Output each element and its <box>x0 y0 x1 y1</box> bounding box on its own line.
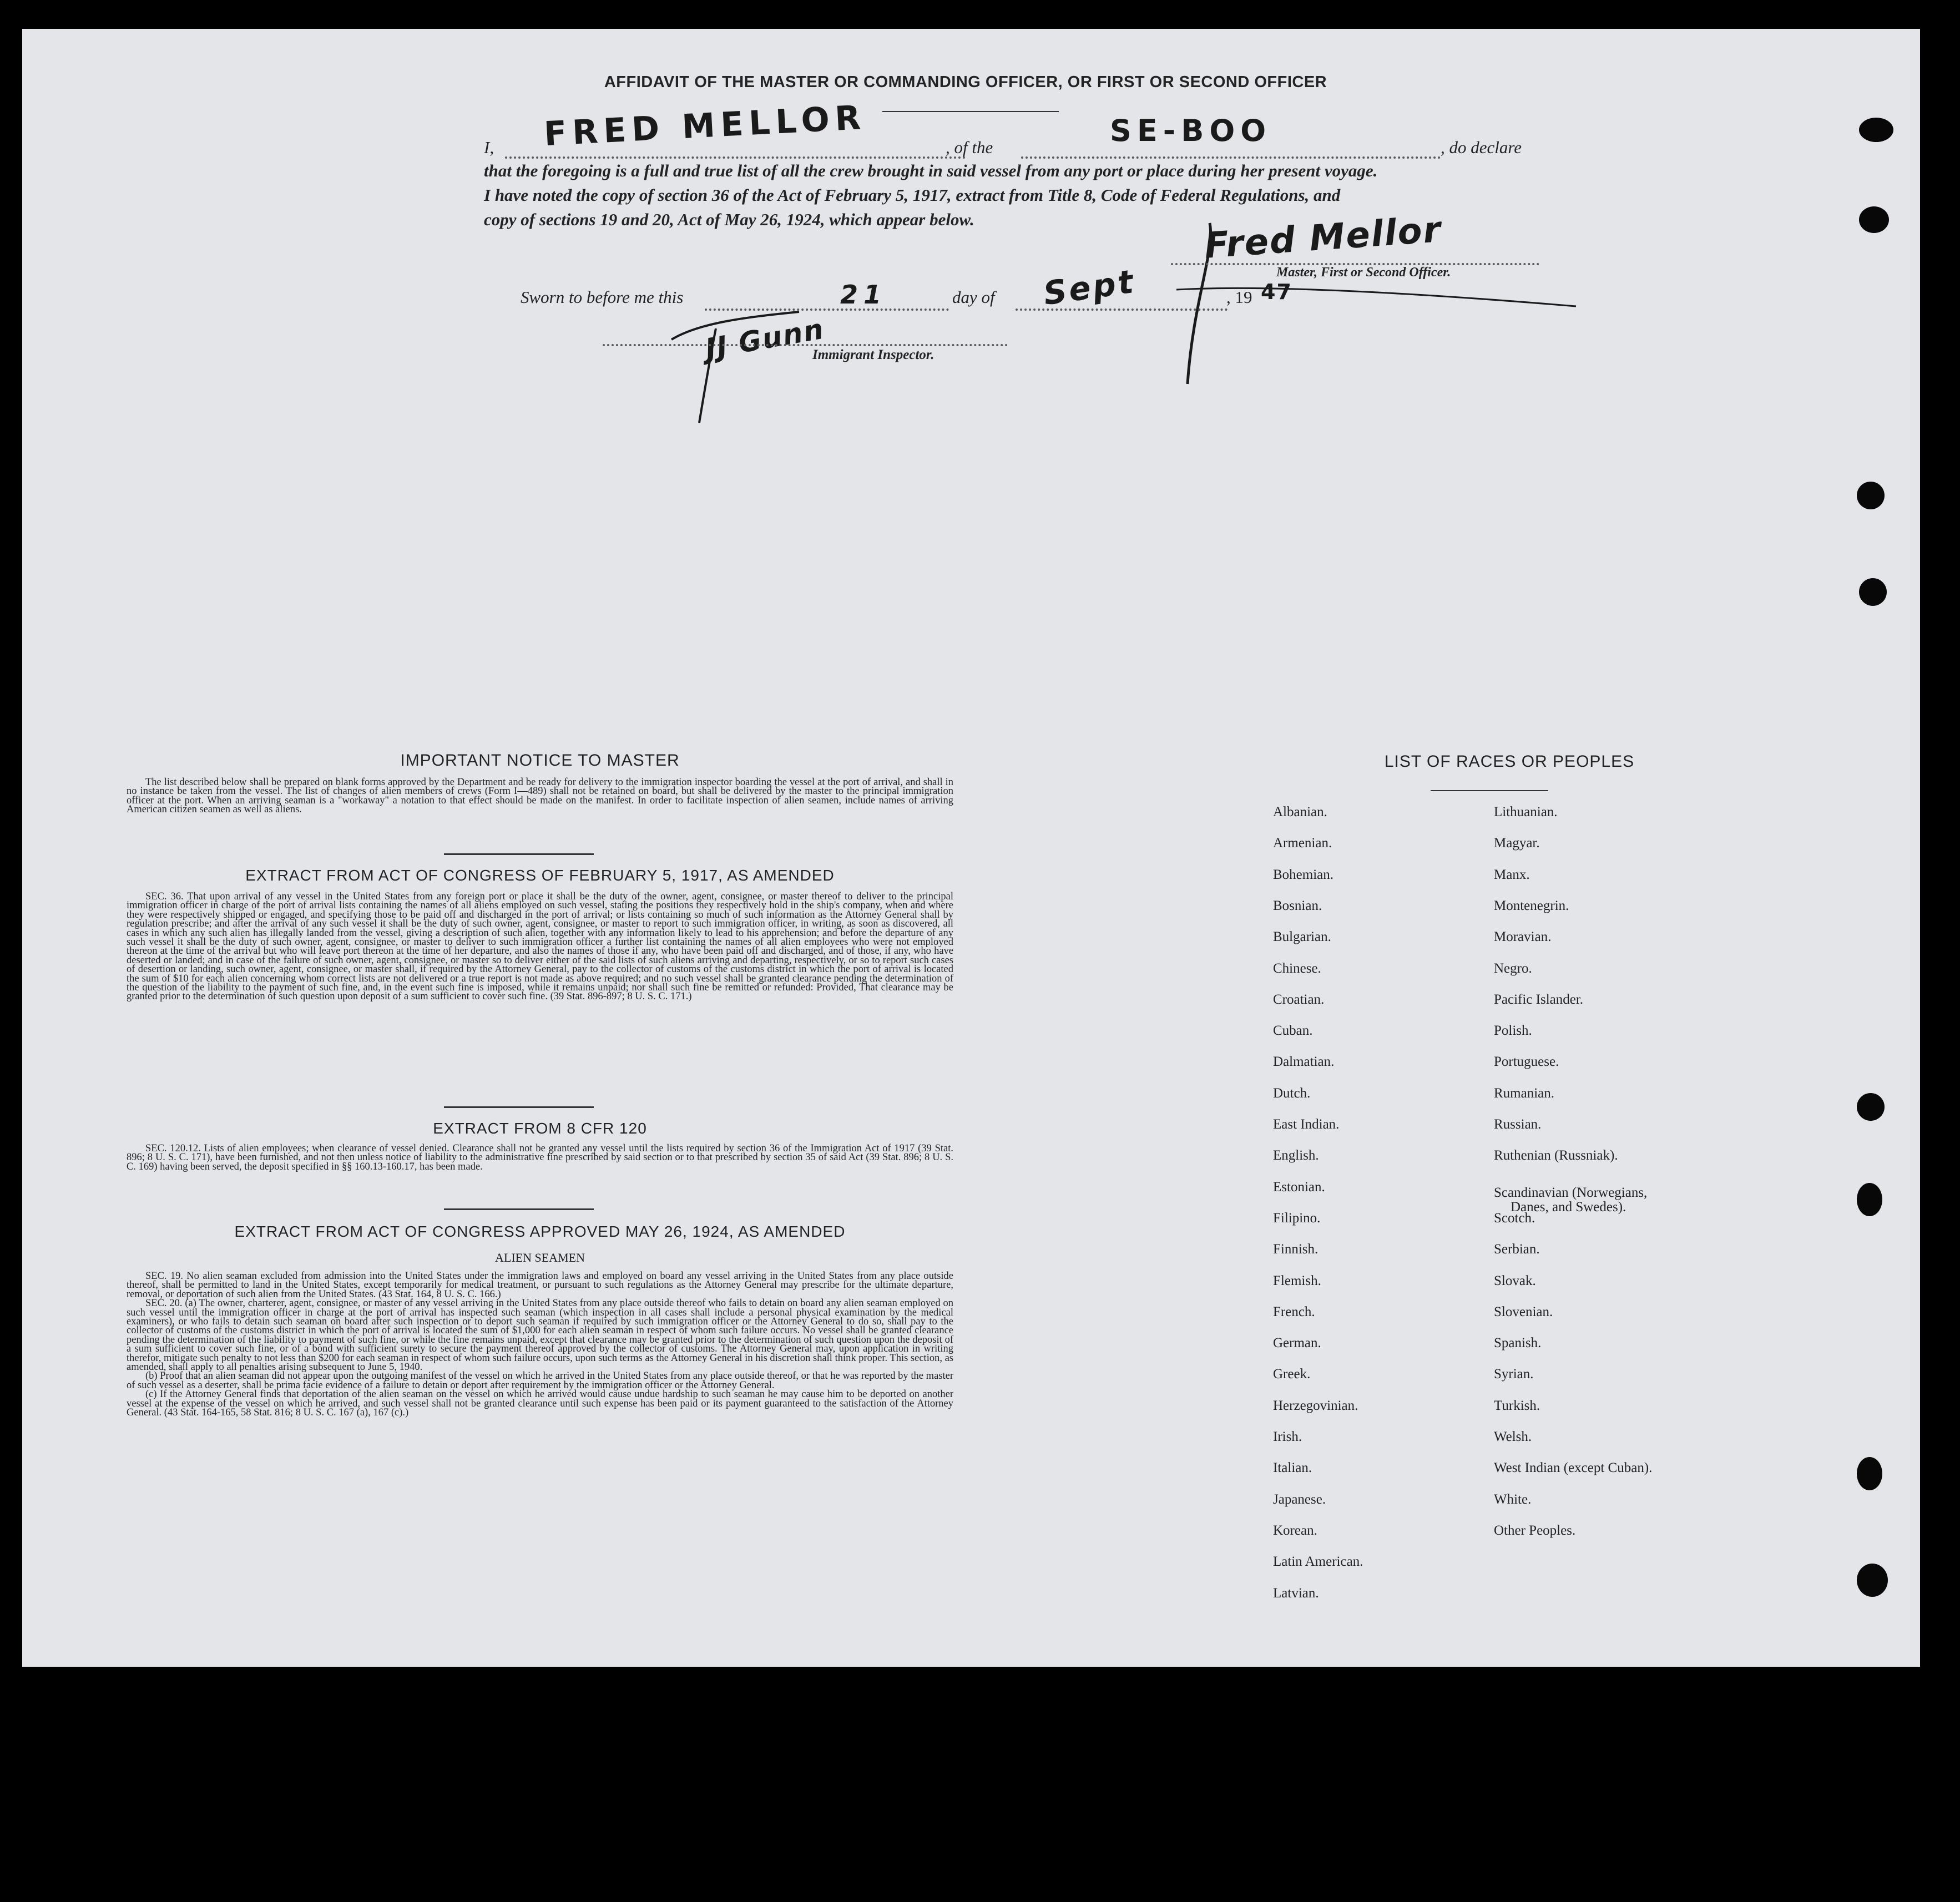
race-item: German. <box>1273 1336 1321 1351</box>
race-item: Irish. <box>1273 1429 1302 1444</box>
race-item: Dalmatian. <box>1273 1054 1335 1070</box>
inspector-signature-line <box>603 344 1008 346</box>
section-36-text: SEC. 36. That upon arrival of any vessel in the United States from any foreign port or place it shall be the duty of the owner, agent, consignee, or master thereof to deliver to the principal immigration officer in charge of the port of arrival lists containing the names of all aliens employed on such vessel, stating the positions they respectively hold in the ship's company, when and where they were respectively shipped or engaged, and specifying those to be paid off and discharged in the port of arrival; or lists containing so much of such information as the Attorney General shall by regulation prescribe; and after the arrival of any such vessel it shall be the duty of such owner, agent, consignee, or master to report to such immigration officer, in writing, as soon as discovered, all cases in which any such alien has illegally landed from the vessel, giving a description of such alien, together with any information likely to lead to his apprehension; and before the departure of any such vessel it shall be the duty of such owner, agent, consignee, or master to deliver to such immigration officer a further list containing the names of all alien employees who were not employed thereon at the time of the arrival but who will leave port thereon at the time of her departure, and also the names of those if any, who have been paid off and discharged, and of those, if any, who have deserted or landed; and in case of the failure of such owner, agent, consignee, or master so to deliver either of the said lists of such aliens arriving and departing, respectively, or so to report such cases of desertion or landing, such owner, agent, consignee, or master shall, if required by the Attorney General, pay to the collector of customs of the customs district in which the port of arrival is located the sum of $10 for each alien concerning whom correct lists are not delivered or a true report is not made as above required; and no such vessel shall be granted clearance pending the determination of the question of the liability to the payment of such fine, and, in the event such fine is imposed, while it remains unpaid; nor shall such fine be remitted or refunded: Provided, That clearance may be granted prior to the determination of such question upon deposit of a sum sufficient to cover such fine. (39 Stat. 896-897; 8 U. S. C. 171.) <box>127 891 953 1003</box>
alien-seamen-subtitle: ALIEN SEAMEN <box>495 1251 585 1264</box>
race-item: Negro. <box>1494 960 1532 976</box>
master-signature: Fred Mellor <box>1203 209 1443 267</box>
race-item: West Indian (except Cuban). <box>1494 1460 1653 1476</box>
races-divider <box>1431 790 1548 791</box>
master-caption: Master, First or Second Officer. <box>1276 265 1451 280</box>
race-item: Scandinavian (Norwegians, <box>1494 1185 1648 1200</box>
notice-body <box>127 778 953 815</box>
vessel-name-handwritten: SE-BOO <box>1110 113 1272 148</box>
sworn-month-handwritten: Sept <box>1041 262 1138 313</box>
race-item: Finnish. <box>1273 1242 1319 1257</box>
race-item: Danes, and Swedes). <box>1511 1199 1626 1215</box>
race-item: Herzegovinian. <box>1273 1398 1358 1413</box>
race-item: Spanish. <box>1494 1336 1542 1351</box>
race-item: Russian. <box>1494 1117 1542 1132</box>
race-item: Italian. <box>1273 1460 1312 1476</box>
punch-hole <box>1859 118 1893 142</box>
do-declare-label: , do declare <box>1441 138 1522 157</box>
notice-title: IMPORTANT NOTICE TO MASTER <box>400 751 680 770</box>
race-item: Latvian. <box>1273 1585 1319 1601</box>
punch-hole <box>1857 482 1885 509</box>
race-item: Bohemian. <box>1273 867 1334 882</box>
race-item: Turkish. <box>1494 1398 1540 1413</box>
race-item: Chinese. <box>1273 960 1321 976</box>
punch-hole <box>1857 1093 1885 1121</box>
race-item: Polish. <box>1494 1023 1532 1039</box>
race-item: East Indian. <box>1273 1117 1340 1132</box>
race-item: Manx. <box>1494 867 1530 882</box>
race-item: Filipino. <box>1273 1210 1321 1226</box>
extract-1924-body <box>127 1272 953 1418</box>
section-120-12-text: SEC. 120.12. Lists of alien employees; when clearance of vessel denied. Clearance shall not be granted any vessel until the lists required by section 36 of the Immigration Act of 1917 (39 Stat. 896; 8 U. S. C. 171), have been furnished, and not then unless notice of liability to the administrative fine prescribed by said section or to that prescribed by section 35 of said Act (39 Stat. 896; 8 U. S. C. 169) having been served, the deposit specified in §§ 160.13-160.17, has been made. <box>127 1143 953 1172</box>
sworn-label: Sworn to before me this <box>521 287 684 307</box>
race-item: Rumanian. <box>1494 1085 1555 1101</box>
race-item: Pacific Islander. <box>1494 992 1584 1007</box>
punch-hole <box>1859 206 1889 233</box>
inspector-signature-flourish <box>655 306 888 428</box>
extract-8cfr-body <box>127 1144 953 1171</box>
extract-1917-divider <box>444 1106 594 1108</box>
notice-paragraph: The list described below shall be prepared on blank forms approved by the Department and be ready for delivery to the immigration inspector boarding the vessel at the port of arrival, and shall in no instance be taken from the vessel. The list of changes of alien members of crews (Form I—489) shall not be retained on board, but shall be delivered by the master to the principal immigration officer at the port. When an arriving seaman is a "workaway" a notation to that effect should be made on the manifest. In order to facilitate inspection of alien seamen, include names of arriving American citizen seamen as well as aliens. <box>127 777 953 816</box>
race-item: Serbian. <box>1494 1242 1540 1257</box>
race-item: Slovak. <box>1494 1273 1536 1288</box>
affidavit-line-2: that the foregoing is a full and true list of all the crew brought in said vessel from any port or place during her present voyage. <box>484 161 1378 180</box>
race-item: Ruthenian (Russniak). <box>1494 1148 1618 1164</box>
document-sheet <box>22 29 1920 1667</box>
race-item: Dutch. <box>1273 1085 1311 1101</box>
name-line <box>505 156 966 159</box>
race-item: Latin American. <box>1273 1554 1363 1570</box>
race-item: Estonian. <box>1273 1179 1325 1195</box>
section-20b-text: (b) Proof that an alien seaman did not appear upon the outgoing manifest of the vessel on which he arrived in the United States from any place outside thereof, or that he was reported by the master of such vessel as a deserter, shall be prima facie evidence of a failure to detain or deport after requirement by the immigration officer or the Attorney General. <box>127 1370 953 1391</box>
extract-1924-title: EXTRACT FROM ACT OF CONGRESS APPROVED MAY 26, 1924, AS AMENDED <box>234 1223 846 1240</box>
punch-hole <box>1857 1183 1882 1216</box>
race-item: White. <box>1494 1491 1532 1507</box>
race-item: Welsh. <box>1494 1429 1532 1444</box>
punch-hole <box>1857 1457 1882 1490</box>
race-item: Portuguese. <box>1494 1054 1559 1070</box>
vessel-line <box>1021 156 1441 159</box>
sworn-year-handwritten: 47 <box>1261 280 1292 304</box>
section-20c-text: (c) If the Attorney General finds that deportation of the alien seaman on the vessel on which he arrived would cause undue hardship to such seaman he may cause him to be deported on another vessel at the expense of the vessel on which he arrived, and such vessel shall not be granted clearance until such expense has been paid or its payment guaranteed to the satisfaction of the Attorney General. (43 Stat. 164-165, 58 Stat. 816; 8 U. S. C. 167 (a), 167 (c).) <box>127 1389 953 1419</box>
extract-8cfr-divider <box>444 1208 594 1210</box>
race-item: Greek. <box>1273 1367 1311 1382</box>
race-item: Bosnian. <box>1273 898 1322 913</box>
affidavit-i-label: I, <box>484 138 494 157</box>
race-item: French. <box>1273 1304 1315 1319</box>
races-title: LIST OF RACES OR PEOPLES <box>1384 752 1635 771</box>
affidavit-line-3: I have noted the copy of section 36 of the Act of February 5, 1917, extract from Title 8, Code of Federal Regulations, and <box>484 185 1341 205</box>
extract-8cfr-title: EXTRACT FROM 8 CFR 120 <box>433 1120 647 1137</box>
race-item: Scotch. <box>1494 1210 1535 1226</box>
of-the-label: , of the <box>946 138 993 157</box>
race-item: Albanian. <box>1273 805 1327 820</box>
race-item: Flemish. <box>1273 1273 1321 1288</box>
race-item: Other Peoples. <box>1494 1522 1576 1538</box>
race-item: Lithuanian. <box>1494 805 1558 820</box>
affidavit-title: AFFIDAVIT OF THE MASTER OR COMMANDING OFFICER, OR FIRST OR SECOND OFFICER <box>604 73 1327 91</box>
race-item: Magyar. <box>1494 836 1540 851</box>
race-item: Montenegrin. <box>1494 898 1569 913</box>
punch-hole <box>1859 578 1887 606</box>
race-item: Moravian. <box>1494 929 1552 945</box>
year-prefix: , 19 <box>1226 287 1252 307</box>
race-item: Armenian. <box>1273 836 1332 851</box>
race-item: Cuban. <box>1273 1023 1313 1039</box>
race-item: Syrian. <box>1494 1367 1534 1382</box>
day-of-label: day of <box>952 287 995 307</box>
race-item: Japanese. <box>1273 1491 1326 1507</box>
title-divider <box>882 111 1059 112</box>
section-20a-text: SEC. 20. (a) The owner, charterer, agent, consignee, or master of any vessel arriving in the United States from any place outside thereof who fails to detain on board any alien seaman employed on such vessel until the immigration officer in charge at the port of arrival has inspected such seaman (which inspection in all cases shall include a personal physical examination by the medical examiners), or who fails to detain such seaman on board after such inspection or to deport such seaman if required by such immigration officer or the Attorney General to do so, shall pay to the collector of customs of the customs district in which the port of arrival is located the sum of $1,000 for each alien seaman in respect of whom such failure occurs. No vessel shall be granted clearance pending the determination of the liability to payment of such fine, or while the fine remains unpaid, except that clearance may be granted prior to the determination of such question upon the deposit of a sum sufficient to cover such fine, or of a bond with sufficient surety to secure the payment thereof approved by the collector of customs. The Attorney General may, upon application in writing therefor, mitigate such penalty to not less than $200 for each seaman in respect of whom such failure occurs, upon such terms as the Attorney General in his discretion shall think proper. This section, as amended, shall apply to all penalties arising subsequent to June 5, 1940. <box>127 1298 953 1373</box>
extract-1917-title: EXTRACT FROM ACT OF CONGRESS OF FEBRUARY 5, 1917, AS AMENDED <box>245 867 835 884</box>
inspector-signature: JJ Gunn <box>703 312 827 366</box>
master-name-handwritten: FRED MELLOR <box>543 98 867 154</box>
inspector-caption: Immigrant Inspector. <box>812 347 934 362</box>
section-19-text: SEC. 19. No alien seaman excluded from admission into the United States under the immigration laws and employed on board any vessel arriving in the United States from any place outside thereof, shall be permitted to land in the United States, except temporarily for medical treatment, or pursuant to such regulations as the Attorney General may prescribe for the ultimate departure, removal, or deportation of such alien from the United States. (43 Stat. 164, 8 U. S. C. 166.) <box>127 1271 953 1300</box>
master-signature-flourish <box>1165 217 1587 406</box>
notice-divider <box>444 853 594 855</box>
race-item: Slovenian. <box>1494 1304 1553 1319</box>
race-item: Korean. <box>1273 1522 1317 1538</box>
race-item: Croatian. <box>1273 992 1325 1007</box>
sworn-day-handwritten: 21 <box>840 280 887 310</box>
extract-1917-body <box>127 892 953 1001</box>
punch-hole <box>1857 1564 1888 1597</box>
affidavit-line-4: copy of sections 19 and 20, Act of May 26, 1924, which appear below. <box>484 210 974 229</box>
race-item: Bulgarian. <box>1273 929 1331 945</box>
race-item: English. <box>1273 1148 1319 1164</box>
